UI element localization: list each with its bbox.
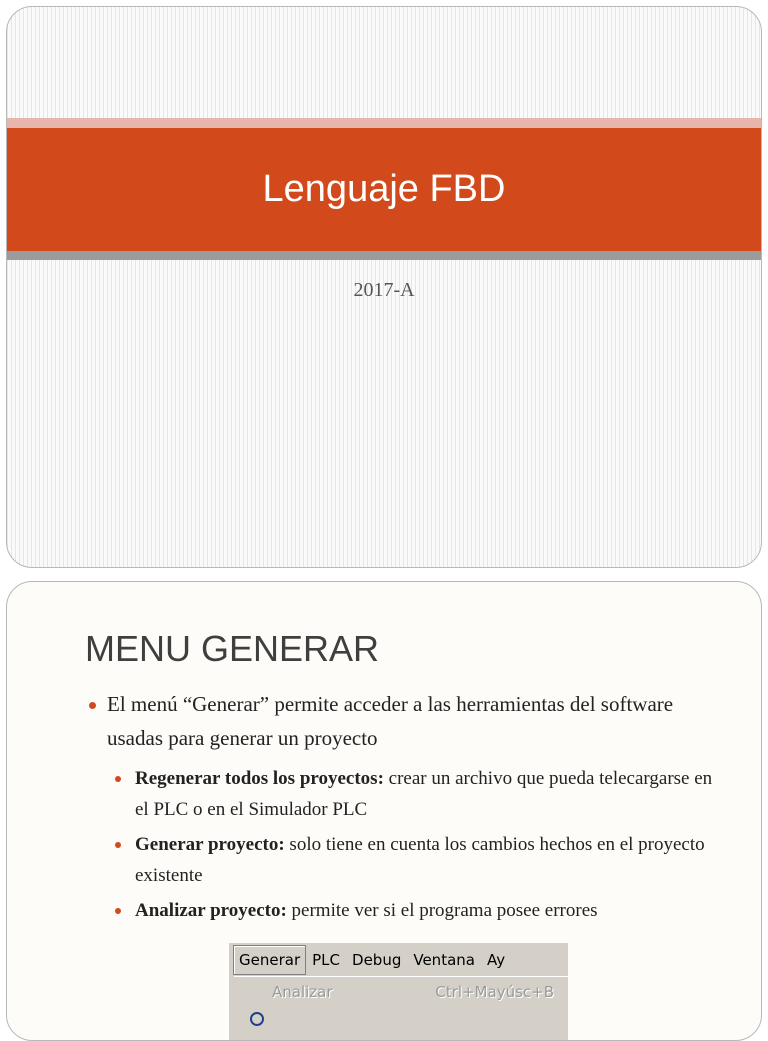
sub-bullet-text: permite ver si el programa posee errores: [286, 900, 598, 921]
menu-screenshot: [229, 943, 568, 1041]
menu-dropdown: [234, 976, 568, 1041]
title-band: [7, 128, 761, 251]
slide-subtitle: 2017-A: [353, 279, 415, 301]
menu-bar: [229, 943, 568, 976]
sub-bullet-item: [111, 895, 727, 926]
sub-bullet-bold: Regenerar todos los proyectos:: [135, 768, 384, 789]
menu-debug: Debug: [352, 950, 402, 969]
menu-plc: PLC: [312, 950, 341, 969]
menu-item-label: Analizar: [272, 983, 333, 1001]
accent-band-top: [7, 118, 761, 128]
menu-ayuda: Ay: [486, 950, 506, 969]
sub-bullet-list: [107, 763, 727, 926]
title-slide: [6, 6, 762, 568]
menu-generar: Generar: [233, 945, 306, 975]
bullet-list: [87, 687, 727, 930]
bullet-text: El menú “Generar” permite acceder a las herramientas del software usadas para generar un proyecto: [107, 692, 674, 750]
slide-heading: MENU GENERAR: [85, 628, 380, 669]
sub-bullet-text: solo tiene en cuenta los cambios hechos en el proyecto existente: [135, 834, 705, 886]
accent-band-bottom: [7, 251, 761, 260]
menu-item-shortcut: Ctrl+Mayúsc+B: [435, 983, 554, 1001]
sub-bullet-bold: Generar proyecto:: [135, 834, 285, 855]
sub-bullet-item: [111, 829, 727, 891]
sub-bullet-text: crear un archivo que pueda telecargarse en el PLC o en el Simulador PLC: [135, 768, 713, 820]
bullet-item: [87, 687, 727, 926]
sub-bullet-bold: Analizar proyecto:: [135, 900, 287, 921]
content-slide: [6, 581, 762, 1041]
menu-ventana: Ventana: [413, 950, 475, 969]
menu-item-analizar: [234, 977, 568, 1007]
slide-title: Lenguaje FBD: [262, 168, 506, 210]
sub-bullet-item: [111, 763, 727, 825]
